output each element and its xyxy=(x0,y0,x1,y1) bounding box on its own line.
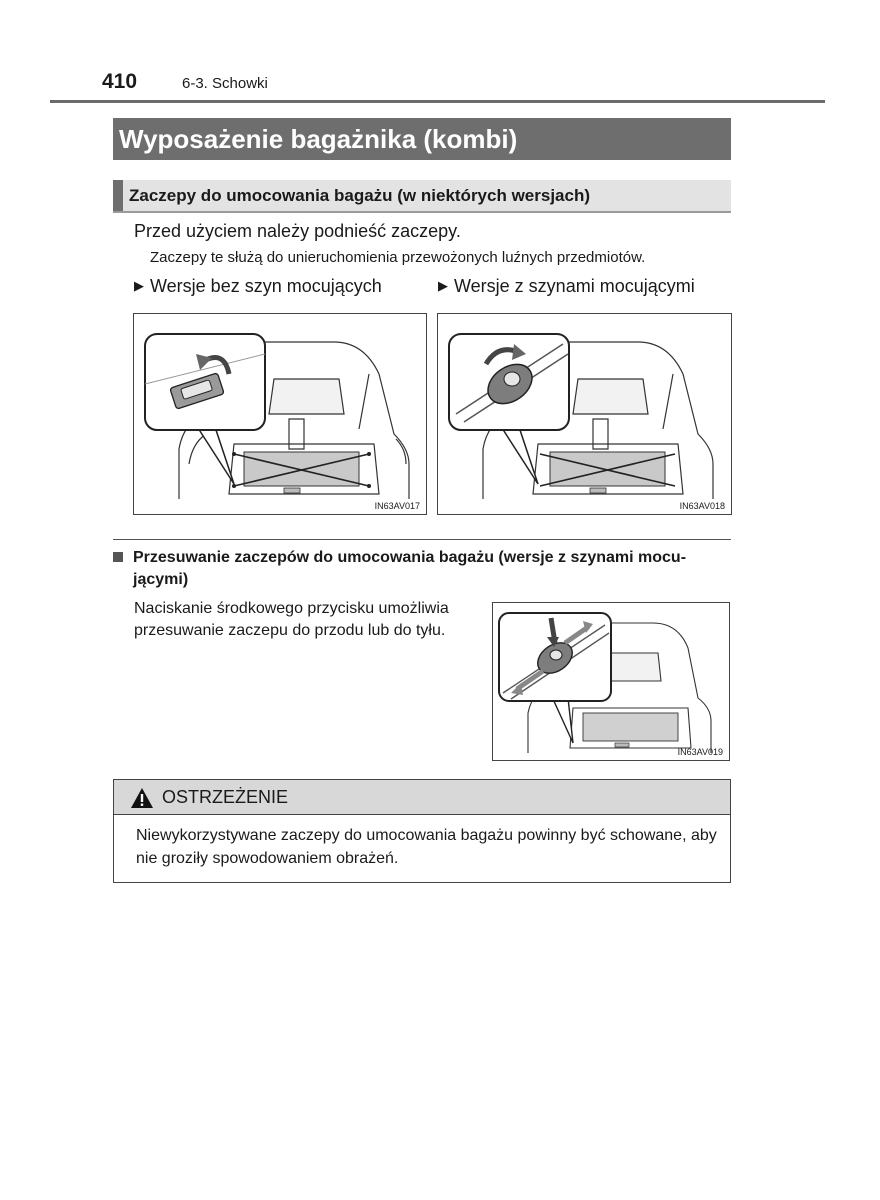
warning-title: OSTRZEŻENIE xyxy=(162,787,289,807)
subsection-heading: Zaczepy do umocowania bagażu (w niektórych wersjach) xyxy=(113,180,731,212)
cargo-hook-rail-illustration xyxy=(438,314,731,514)
lead-text: Przed użyciem należy podnieść zaczepy. xyxy=(134,221,461,241)
header-rule xyxy=(50,100,825,103)
warning-box xyxy=(113,779,731,883)
section-reference: 6-3. Schowki xyxy=(182,75,268,92)
section-divider xyxy=(113,539,731,540)
page-number: 410 xyxy=(102,70,138,93)
triangle-bullet-icon: ▶ xyxy=(134,278,144,293)
variant-label-text: Wersje bez szyn mocujących xyxy=(150,276,382,296)
variant-label-with-rails xyxy=(438,276,695,297)
variant-label-no-rails xyxy=(134,276,382,297)
triangle-bullet-icon: ▶ xyxy=(438,278,448,293)
figure-code: IN63AV019 xyxy=(677,747,723,757)
figure-code: IN63AV017 xyxy=(374,501,420,511)
figure-hook-with-rails xyxy=(437,313,732,515)
cargo-hook-illustration xyxy=(134,314,426,514)
sliding-heading: Przesuwanie zaczepów do umocowania bagażu (wersje z szynami mocu- jącymi) xyxy=(133,549,687,588)
warning-header xyxy=(114,780,730,815)
warning-triangle-icon xyxy=(130,787,154,809)
hook-sliding-illustration xyxy=(493,603,729,760)
figure-code: IN63AV018 xyxy=(679,501,725,511)
page-title: Wyposażenie bagażnika (kombi) xyxy=(113,118,731,160)
figure-hook-sliding xyxy=(492,602,730,761)
variant-label-text: Wersje z szynami mocującymi xyxy=(454,276,695,296)
figure-hook-no-rails xyxy=(133,313,427,515)
warning-text: Niewykorzystywane zaczepy do umocowania bagażu powinny być schowane, aby nie groziły spowodowaniem obrażeń. xyxy=(136,827,717,867)
square-bullet-icon xyxy=(113,552,123,562)
subsection-underline xyxy=(113,211,731,213)
note-text: Zaczepy te służą do unieruchomienia przewożonych luźnych przedmiotów. xyxy=(150,249,646,266)
sliding-description: Naciskanie środkowego przycisku umożliwia przesuwanie zaczepu do przodu lub do tyłu. xyxy=(134,600,449,639)
